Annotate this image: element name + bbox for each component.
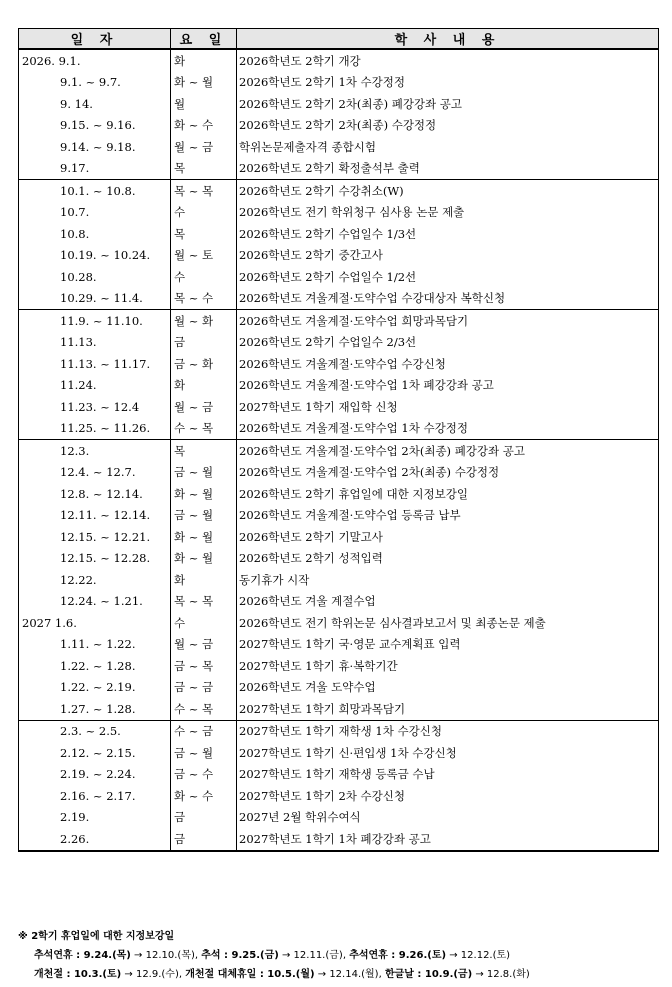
academic-calendar-table bbox=[18, 28, 659, 852]
table-row bbox=[19, 180, 659, 202]
day-cell: 목 ~ 목 bbox=[171, 180, 237, 202]
day-cell: 수 bbox=[171, 612, 237, 634]
content-cell: 2026학년도 겨울 계절수업 bbox=[237, 591, 659, 613]
content-cell: 2027학년도 1학기 재학생 등록금 수납 bbox=[237, 764, 659, 786]
date-cell: 12.4. ~ 12.7. bbox=[19, 462, 171, 484]
content-cell: 동기휴가 시작 bbox=[237, 569, 659, 591]
date-cell: 2026. 9.1. bbox=[19, 49, 171, 72]
date-cell: 9.15. ~ 9.16. bbox=[19, 115, 171, 137]
table-row bbox=[19, 72, 659, 94]
content-cell: 2027학년도 1학기 1차 폐강강좌 공고 bbox=[237, 828, 659, 851]
makeup-date: → 12.14.(월), bbox=[314, 969, 385, 980]
content-cell: 2026학년도 2학기 개강 bbox=[237, 49, 659, 72]
day-cell: 월 ~ 금 bbox=[171, 634, 237, 656]
date-cell: 11.13. ~ 11.17. bbox=[19, 353, 171, 375]
day-cell: 월 ~ 토 bbox=[171, 245, 237, 267]
content-cell: 2026학년도 전기 학위청구 심사용 논문 제출 bbox=[237, 202, 659, 224]
table-row bbox=[19, 655, 659, 677]
date-cell: 2.16. ~ 2.17. bbox=[19, 785, 171, 807]
date-cell: 1.11. ~ 1.22. bbox=[19, 634, 171, 656]
date-cell: 2.26. bbox=[19, 828, 171, 851]
table-row bbox=[19, 288, 659, 310]
holiday-label: 추석 : 9.25.(금) bbox=[201, 950, 279, 961]
content-cell: 2026학년도 2학기 1차 수강정정 bbox=[237, 72, 659, 94]
date-cell: 12.22. bbox=[19, 569, 171, 591]
day-cell: 금 ~ 월 bbox=[171, 742, 237, 764]
day-cell: 목 ~ 수 bbox=[171, 288, 237, 310]
day-cell: 화 ~ 월 bbox=[171, 526, 237, 548]
makeup-date: → 12.11.(금), bbox=[278, 950, 350, 961]
date-cell: 11.24. bbox=[19, 375, 171, 397]
calendar-table-wrapper bbox=[18, 28, 658, 852]
makeup-date: → 12.12.(토) bbox=[446, 950, 511, 961]
content-cell: 2026학년도 2학기 성적입력 bbox=[237, 548, 659, 570]
date-cell: 12.24. ~ 1.21. bbox=[19, 591, 171, 613]
day-cell: 수 ~ 목 bbox=[171, 698, 237, 720]
content-cell: 2027학년도 1학기 재학생 1차 수강신청 bbox=[237, 720, 659, 742]
content-cell: 2026학년도 2학기 기말고사 bbox=[237, 526, 659, 548]
day-cell: 월 ~ 금 bbox=[171, 396, 237, 418]
day-cell: 목 ~ 목 bbox=[171, 591, 237, 613]
table-row bbox=[19, 634, 659, 656]
day-cell: 금 ~ 수 bbox=[171, 764, 237, 786]
day-cell: 금 bbox=[171, 828, 237, 851]
calendar-table-body bbox=[19, 49, 659, 851]
table-header-row bbox=[19, 29, 659, 50]
day-cell: 수 bbox=[171, 202, 237, 224]
date-cell: 12.15. ~ 12.21. bbox=[19, 526, 171, 548]
table-row bbox=[19, 353, 659, 375]
content-cell: 2026학년도 겨울계절·도약수업 등록금 납부 bbox=[237, 505, 659, 527]
date-cell: 10.29. ~ 11.4. bbox=[19, 288, 171, 310]
content-cell: 2026학년도 2학기 중간고사 bbox=[237, 245, 659, 267]
day-cell: 금 bbox=[171, 332, 237, 354]
day-cell: 화 bbox=[171, 375, 237, 397]
header-content: 학 사 내 용 bbox=[237, 29, 659, 50]
day-cell: 수 bbox=[171, 266, 237, 288]
holiday-label: 추석연휴 : 9.24.(목) bbox=[34, 950, 131, 961]
content-cell: 2027학년도 1학기 2차 수강신청 bbox=[237, 785, 659, 807]
date-cell: 10.8. bbox=[19, 223, 171, 245]
table-row bbox=[19, 807, 659, 829]
date-cell: 12.15. ~ 12.28. bbox=[19, 548, 171, 570]
content-cell: 학위논문제출자격 종합시험 bbox=[237, 136, 659, 158]
table-row bbox=[19, 462, 659, 484]
content-cell: 2026학년도 겨울 도약수업 bbox=[237, 677, 659, 699]
table-row bbox=[19, 548, 659, 570]
notes-line-1 bbox=[18, 946, 658, 965]
table-row bbox=[19, 418, 659, 440]
makeup-date: → 12.8.(화) bbox=[472, 969, 530, 980]
date-cell: 11.23. ~ 12.4 bbox=[19, 396, 171, 418]
table-row bbox=[19, 202, 659, 224]
date-cell: 1.22. ~ 2.19. bbox=[19, 677, 171, 699]
table-row bbox=[19, 742, 659, 764]
notes-line-2 bbox=[18, 965, 658, 984]
content-cell: 2026학년도 겨울계절·도약수업 수강대상자 복학신청 bbox=[237, 288, 659, 310]
table-row bbox=[19, 93, 659, 115]
day-cell: 월 ~ 화 bbox=[171, 310, 237, 332]
day-cell: 화 bbox=[171, 49, 237, 72]
content-cell: 2026학년도 겨울계절·도약수업 희망과목담기 bbox=[237, 310, 659, 332]
content-cell: 2026학년도 겨울계절·도약수업 2차(최종) 폐강강좌 공고 bbox=[237, 440, 659, 462]
table-row bbox=[19, 698, 659, 720]
content-cell: 2026학년도 겨울계절·도약수업 1차 수강정정 bbox=[237, 418, 659, 440]
date-cell: 11.25. ~ 11.26. bbox=[19, 418, 171, 440]
day-cell: 화 ~ 수 bbox=[171, 115, 237, 137]
date-cell: 2.19. ~ 2.24. bbox=[19, 764, 171, 786]
table-row bbox=[19, 526, 659, 548]
date-cell: 12.11. ~ 12.14. bbox=[19, 505, 171, 527]
content-cell: 2027년 2월 학위수여식 bbox=[237, 807, 659, 829]
content-cell: 2027학년도 1학기 국·영문 교수계획표 입력 bbox=[237, 634, 659, 656]
makeup-date: → 12.10.(목), bbox=[130, 950, 202, 961]
content-cell: 2027학년도 1학기 신·편입생 1차 수강신청 bbox=[237, 742, 659, 764]
table-row bbox=[19, 612, 659, 634]
content-cell: 2026학년도 전기 학위논문 심사결과보고서 및 최종논문 제출 bbox=[237, 612, 659, 634]
date-cell: 10.7. bbox=[19, 202, 171, 224]
content-cell: 2026학년도 2학기 수업일수 1/3선 bbox=[237, 223, 659, 245]
date-cell: 9.14. ~ 9.18. bbox=[19, 136, 171, 158]
day-cell: 금 ~ 월 bbox=[171, 505, 237, 527]
date-cell: 1.22. ~ 1.28. bbox=[19, 655, 171, 677]
table-row bbox=[19, 440, 659, 462]
date-cell: 10.1. ~ 10.8. bbox=[19, 180, 171, 202]
content-cell: 2026학년도 2학기 수강취소(W) bbox=[237, 180, 659, 202]
header-date: 일 자 bbox=[19, 29, 171, 50]
date-cell: 10.19. ~ 10.24. bbox=[19, 245, 171, 267]
day-cell: 수 ~ 목 bbox=[171, 418, 237, 440]
date-cell: 9. 14. bbox=[19, 93, 171, 115]
date-cell: 2.19. bbox=[19, 807, 171, 829]
day-cell: 금 ~ 금 bbox=[171, 677, 237, 699]
makeup-date: → 12.9.(수), bbox=[121, 969, 186, 980]
table-row bbox=[19, 223, 659, 245]
date-cell: 12.3. bbox=[19, 440, 171, 462]
content-cell: 2026학년도 2학기 수업일수 2/3선 bbox=[237, 332, 659, 354]
day-cell: 화 ~ 월 bbox=[171, 548, 237, 570]
day-cell: 금 bbox=[171, 807, 237, 829]
day-cell: 화 ~ 월 bbox=[171, 483, 237, 505]
date-cell: 12.8. ~ 12.14. bbox=[19, 483, 171, 505]
table-row bbox=[19, 396, 659, 418]
day-cell: 금 ~ 목 bbox=[171, 655, 237, 677]
date-cell: 10.28. bbox=[19, 266, 171, 288]
table-row bbox=[19, 310, 659, 332]
day-cell: 목 bbox=[171, 223, 237, 245]
table-row bbox=[19, 266, 659, 288]
day-cell: 수 ~ 금 bbox=[171, 720, 237, 742]
content-cell: 2026학년도 겨울계절·도약수업 2차(최종) 수강정정 bbox=[237, 462, 659, 484]
table-row bbox=[19, 828, 659, 851]
holiday-label: 개천절 대체휴일 : 10.5.(월) bbox=[185, 969, 315, 980]
day-cell: 금 ~ 화 bbox=[171, 353, 237, 375]
makeup-class-notes bbox=[18, 927, 658, 984]
date-cell: 11.13. bbox=[19, 332, 171, 354]
holiday-label: 한글날 : 10.9.(금) bbox=[384, 969, 473, 980]
day-cell: 화 ~ 월 bbox=[171, 72, 237, 94]
day-cell: 금 ~ 월 bbox=[171, 462, 237, 484]
day-cell: 월 ~ 금 bbox=[171, 136, 237, 158]
content-cell: 2026학년도 2학기 수업일수 1/2선 bbox=[237, 266, 659, 288]
day-cell: 목 bbox=[171, 440, 237, 462]
table-row bbox=[19, 720, 659, 742]
content-cell: 2026학년도 2학기 2차(최종) 수강정정 bbox=[237, 115, 659, 137]
date-cell: 2.12. ~ 2.15. bbox=[19, 742, 171, 764]
day-cell: 월 bbox=[171, 93, 237, 115]
content-cell: 2026학년도 2학기 확정출석부 출력 bbox=[237, 158, 659, 180]
table-row bbox=[19, 591, 659, 613]
notes-title: ※ 2학기 휴업일에 대한 지정보강일 bbox=[18, 931, 175, 942]
table-row bbox=[19, 49, 659, 72]
content-cell: 2026학년도 겨울계절·도약수업 1차 폐강강좌 공고 bbox=[237, 375, 659, 397]
table-row bbox=[19, 483, 659, 505]
content-cell: 2026학년도 2학기 2차(최종) 폐강강좌 공고 bbox=[237, 93, 659, 115]
table-row bbox=[19, 375, 659, 397]
date-cell: 9.17. bbox=[19, 158, 171, 180]
day-cell: 목 bbox=[171, 158, 237, 180]
holiday-label: 개천절 : 10.3.(토) bbox=[34, 969, 122, 980]
table-row bbox=[19, 136, 659, 158]
table-row bbox=[19, 677, 659, 699]
table-row bbox=[19, 569, 659, 591]
date-cell: 11.9. ~ 11.10. bbox=[19, 310, 171, 332]
day-cell: 화 ~ 수 bbox=[171, 785, 237, 807]
table-row bbox=[19, 245, 659, 267]
table-row bbox=[19, 158, 659, 180]
table-row bbox=[19, 332, 659, 354]
holiday-label: 추석연휴 : 9.26.(토) bbox=[349, 950, 447, 961]
date-cell: 2.3. ~ 2.5. bbox=[19, 720, 171, 742]
date-cell: 1.27. ~ 1.28. bbox=[19, 698, 171, 720]
day-cell: 화 bbox=[171, 569, 237, 591]
content-cell: 2027학년도 1학기 희망과목담기 bbox=[237, 698, 659, 720]
header-day: 요 일 bbox=[171, 29, 237, 50]
content-cell: 2026학년도 2학기 휴업일에 대한 지정보강일 bbox=[237, 483, 659, 505]
table-row bbox=[19, 505, 659, 527]
content-cell: 2026학년도 겨울계절·도약수업 수강신청 bbox=[237, 353, 659, 375]
table-row bbox=[19, 115, 659, 137]
date-cell: 2027 1.6. bbox=[19, 612, 171, 634]
date-cell: 9.1. ~ 9.7. bbox=[19, 72, 171, 94]
table-row bbox=[19, 785, 659, 807]
content-cell: 2027학년도 1학기 재입학 신청 bbox=[237, 396, 659, 418]
content-cell: 2027학년도 1학기 휴·복학기간 bbox=[237, 655, 659, 677]
table-row bbox=[19, 764, 659, 786]
